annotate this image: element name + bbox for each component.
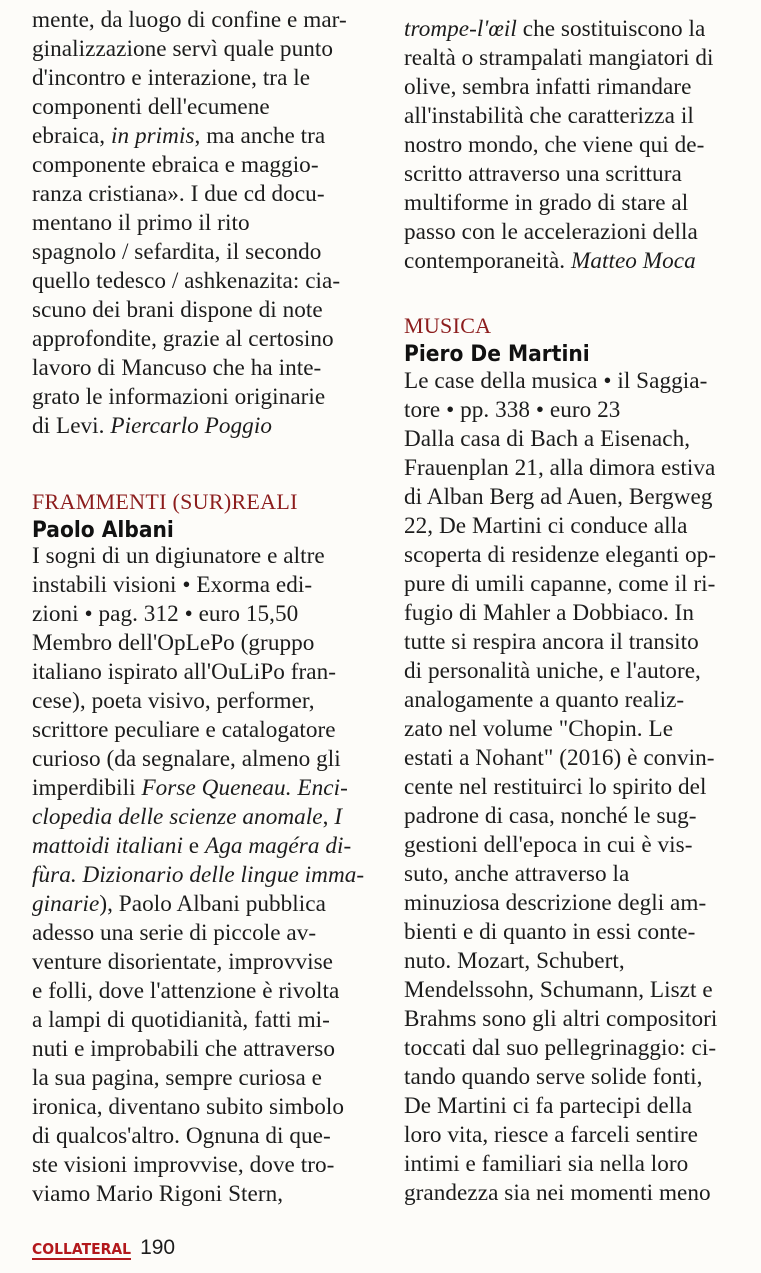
text-line: olive, sembra infatti rimandare: [404, 74, 692, 100]
text-line: di qualcos'altro. Ognuna di que-: [32, 1123, 331, 1149]
text-line: toccati dal suo pellegrinaggio: ci-: [404, 1035, 717, 1061]
text-line: lavoro di Mancuso che ha inte-: [32, 355, 322, 381]
text-line: contemporaneità. Matteo Moca: [404, 248, 696, 274]
text-line: passo con le accelerazioni della: [404, 219, 698, 245]
text-line: multiforme in grado di stare al: [404, 190, 689, 216]
text-line: nuto. Mozart, Schubert,: [404, 948, 625, 974]
text-line: scritto attraverso una scrittura: [404, 161, 682, 187]
text-line: instabili visioni • Exorma edi-: [32, 572, 313, 598]
text-line: d'incontro e interazione, tra le: [32, 65, 311, 91]
text-line: fugio di Mahler a Dobbiaco. In: [404, 600, 694, 626]
text-line: mattoidi italiani e Aga magéra di-: [32, 833, 352, 859]
text-line: clopedia delle scienze anomale, I: [32, 804, 343, 830]
text-line: e folli, dove l'attenzione è rivolta: [32, 978, 340, 1004]
text-line: all'instabilità che caratterizza il: [404, 103, 694, 129]
text-line: componenti dell'ecumene: [32, 94, 270, 120]
text-line: I sogni di un digiunatore e altre: [32, 543, 325, 569]
text-line: componente ebraica e maggio-: [32, 152, 319, 178]
text-line: ginalizzazione servì quale punto: [32, 36, 333, 62]
text-line: approfondite, grazie al certosino: [32, 326, 334, 352]
text-line: zato nel volume "Chopin. Le: [404, 716, 674, 742]
text-line: Le case della musica • il Saggia-: [404, 368, 708, 394]
text-line: De Martini ci fa partecipi della: [404, 1093, 693, 1119]
text-line: scoperta di residenze eleganti op-: [404, 542, 717, 568]
text-line: adesso una serie di piccole av-: [32, 920, 317, 946]
text-line: tore • pp. 338 • euro 23: [404, 397, 621, 423]
text-line: minuziosa descrizione degli am-: [404, 890, 707, 916]
text-line: curioso (da segnalare, almeno gli: [32, 746, 341, 772]
magazine-logo: COLLATERAL: [32, 1240, 132, 1258]
text-line: scrittore peculiare e catalogatore: [32, 717, 336, 743]
book-author-title: Piero De Martini: [404, 342, 590, 367]
section-label: FRAMMENTI (SUR)REALI: [32, 489, 298, 514]
page-footer: [32, 1236, 175, 1260]
text-line: analogamente a quanto realiz-: [404, 687, 685, 713]
text-line: mente, da luogo di confine e mar-: [32, 7, 347, 33]
text-line: ebraica, in primis, ma anche tra: [32, 123, 326, 149]
text-line: 22, De Martini ci conduce alla: [404, 513, 688, 539]
text-line: ranza cristiana». I due cd docu-: [32, 181, 325, 207]
text-line: fùra. Dizionario delle lingue imma-: [32, 862, 365, 888]
text-line: gestioni dell'epoca in cui è vis-: [404, 832, 693, 858]
text-line: ironica, diventano subito simbolo: [32, 1094, 345, 1120]
text-line: intimi e familiari sia nella loro: [404, 1151, 689, 1177]
text-line: scuno dei brani dispone di note: [32, 297, 323, 323]
book-author-title: Paolo Albani: [32, 518, 174, 543]
section-label: MUSICA: [404, 313, 492, 338]
text-line: cese), poeta visivo, performer,: [32, 688, 315, 714]
text-line: loro vita, riesce a farceli sentire: [404, 1122, 699, 1148]
text-line: Membro dell'OpLePo (gruppo: [32, 630, 315, 656]
text-line: grato le informazioni originarie: [32, 384, 326, 410]
text-line: imperdibili Forse Queneau. Enci-: [32, 775, 348, 801]
text-line: spagnolo / sefardita, il secondo: [32, 239, 322, 265]
text-line: suto, anche attraverso la: [404, 861, 630, 887]
text-line: Frauenplan 21, alla dimora estiva: [404, 455, 716, 481]
text-line: di personalità uniche, e l'autore,: [404, 658, 701, 684]
text-line: tando quando serve solide fonti,: [404, 1064, 703, 1090]
text-line: realtà o strampalati mangiatori di: [404, 45, 714, 71]
text-line: zioni • pag. 312 • euro 15,50: [32, 601, 299, 627]
text-line: mentano il primo il rito: [32, 210, 250, 236]
text-line: padrone di casa, nonché le sug-: [404, 803, 697, 829]
text-line: di Alban Berg ad Auen, Bergweg: [404, 484, 713, 510]
text-line: a lampi di quotidianità, fatti mi-: [32, 1007, 330, 1033]
text-line: di Levi. Piercarlo Poggio: [32, 413, 272, 439]
text-line: nostro mondo, che viene qui de-: [404, 132, 705, 158]
text-line: trompe-l'œil che sostituiscono la: [404, 16, 706, 42]
text-line: nuti e improbabili che attraverso: [32, 1036, 335, 1062]
text-line: venture disorientate, improvvise: [32, 949, 334, 975]
text-line: estati a Nohant" (2016) è convin-: [404, 745, 715, 771]
text-line: Mendelssohn, Schumann, Liszt e: [404, 977, 713, 1003]
text-line: la sua pagina, sempre curiosa e: [32, 1065, 322, 1091]
text-line: quello tedesco / ashkenazita: cia-: [32, 268, 341, 294]
text-line: grandezza sia nei momenti meno: [404, 1180, 711, 1206]
text-line: Dalla casa di Bach a Eisenach,: [404, 426, 691, 452]
text-line: italiano ispirato all'OuLiPo fran-: [32, 659, 337, 685]
text-line: ste visioni improvvise, dove tro-: [32, 1152, 335, 1178]
text-line: pure di umili capanne, come il ri-: [404, 571, 716, 597]
text-line: viamo Mario Rigoni Stern,: [32, 1181, 284, 1207]
text-line: cente nel restituirci lo spirito del: [404, 774, 707, 800]
text-line: tutte si respira ancora il transito: [404, 629, 699, 655]
text-line: bienti e di quanto in essi conte-: [404, 919, 696, 945]
page-number: 190: [140, 1236, 176, 1259]
text-line: Brahms sono gli altri compositori: [404, 1006, 718, 1032]
text-line: ginarie), Paolo Albani pubblica: [32, 891, 326, 917]
